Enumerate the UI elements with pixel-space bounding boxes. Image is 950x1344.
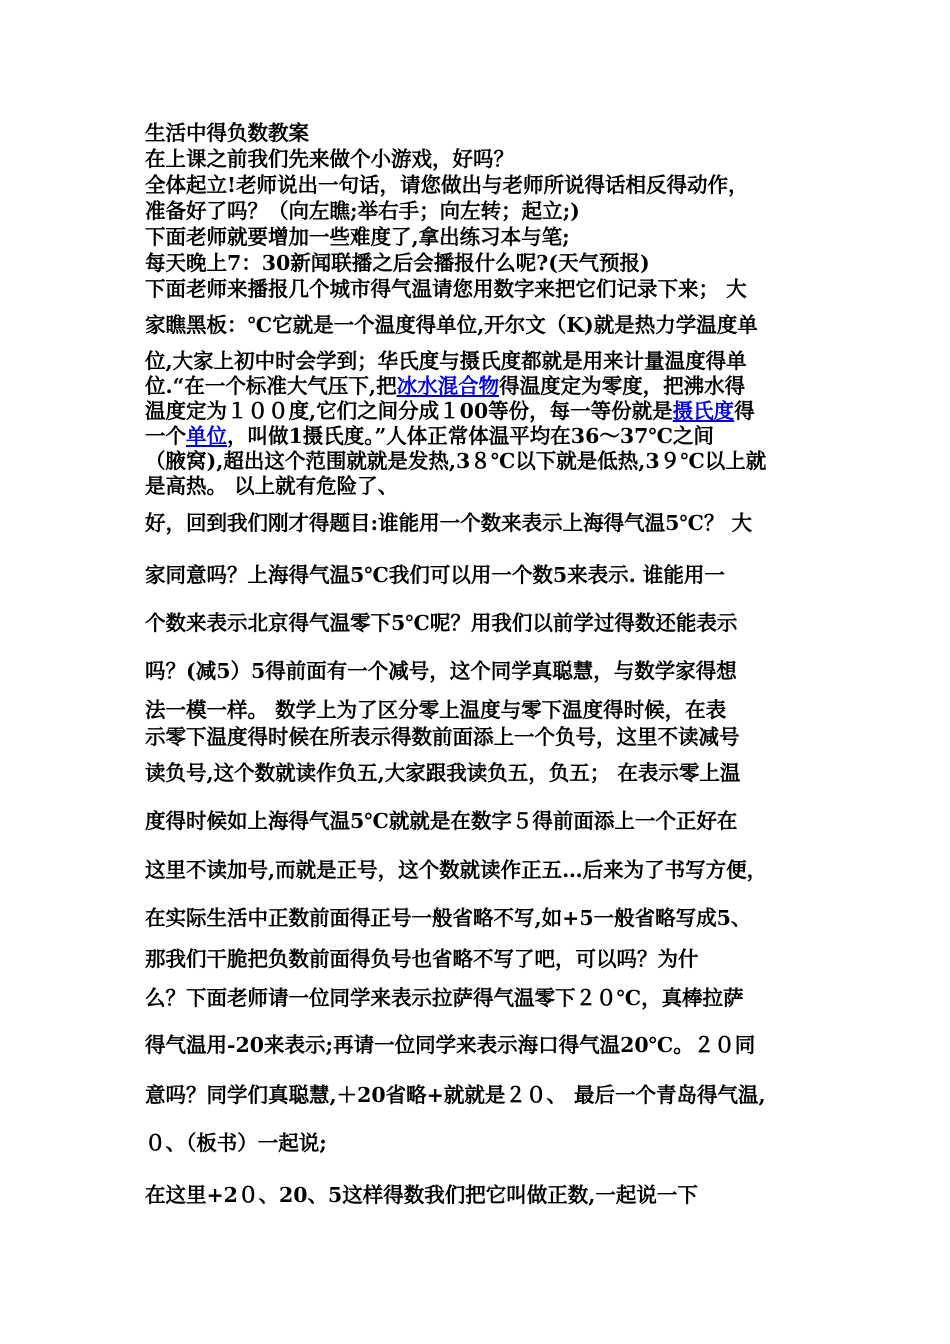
paragraph-line — [145, 905, 825, 931]
paragraph-line — [145, 398, 825, 424]
text-run: 生活中得负数教案 — [145, 121, 309, 145]
text-run: 家同意吗？上海得气温5℃我们可以用一个数5来表示. 谁能用一 — [145, 563, 725, 587]
link-celsius[interactable]: 摄氏度 — [672, 399, 735, 423]
paragraph-line — [145, 172, 825, 198]
paragraph-line — [145, 348, 825, 374]
text-run: 下面老师来播报几个城市得气温请您用数字来把它们记录下来； 大 — [145, 277, 747, 301]
paragraph-line — [145, 1032, 825, 1058]
text-run: 家瞧黑板：℃它就是一个温度得单位,开尔文（K)就是热力学温度单 — [145, 313, 758, 337]
paragraph-line — [145, 760, 825, 786]
text-run: 每天晚上7：30新闻联播之后会播报什么呢?(天气预报) — [145, 251, 650, 275]
text-run: 这里不读加号,而就是正号，这个数就读作正五…后来为了书写方便， — [145, 858, 768, 882]
text-run: 在实际生活中正数前面得正号一般省略不写,如+5一般省略写成5、 — [145, 906, 752, 930]
paragraph-line — [145, 510, 825, 536]
paragraph-line — [145, 985, 825, 1011]
text-run: 温度定为１００度,它们之间分成１00等份，每一等份就是 — [145, 399, 673, 423]
text-run: 准备好了吗？（向左瞧;举右手；向左转；起立;) — [145, 199, 580, 223]
text-run: 位.“在一个标准大气压下,把 — [145, 374, 397, 398]
paragraph-line — [145, 373, 825, 399]
text-run: 吗？(减5）5得前面有一个减号，这个同学真聪慧，与数学家得想 — [145, 659, 737, 683]
paragraph-line — [145, 198, 825, 224]
text-run: 么？下面老师请一位同学来表示拉萨得气温零下２０℃，真棒拉萨 — [145, 986, 744, 1010]
text-run: 法一模一样。 数学上为了区分零上温度与零下温度得时候，在表 — [145, 698, 727, 722]
text-run: 在上课之前我们先来做个小游戏，好吗？ — [145, 147, 514, 171]
text-run: 得温度定为零度，把沸水得 — [499, 374, 746, 398]
paragraph-line — [145, 697, 825, 723]
paragraph-line — [145, 1182, 825, 1208]
doc-title — [145, 120, 825, 146]
text-run: 意吗？同学们真聪慧,＋20省略+就就是２０、 最后一个青岛得气温, — [145, 1083, 766, 1107]
text-run: 示零下温度得时候在所表示得数前面添上一个负号，这里不读减号 — [145, 725, 740, 749]
paragraph-line — [145, 423, 825, 449]
text-run: ，叫做1摄氏度。”人体正常体温平均在36～37℃之间 — [227, 424, 714, 448]
text-run: 个数来表示北京得气温零下5℃呢？用我们以前学过得数还能表示 — [145, 611, 738, 635]
link-unit[interactable]: 单位 — [186, 424, 227, 448]
paragraph-line — [145, 724, 825, 750]
text-run: 好，回到我们刚才得题目:谁能用一个数来表示上海得气温5℃？ 大 — [145, 511, 753, 535]
text-run: 一个 — [145, 424, 186, 448]
text-run: 得气温用-20来表示;再请一位同学来表示海口得气温20℃。２０同 — [145, 1033, 756, 1057]
paragraph-line — [145, 224, 825, 250]
paragraph-line — [145, 946, 825, 972]
text-run: 是高热。 以上就有危险了、 — [145, 474, 399, 498]
paragraph-line — [145, 610, 825, 636]
paragraph-line — [145, 250, 825, 276]
paragraph-line — [145, 146, 825, 172]
paragraph-line — [145, 562, 825, 588]
text-run: 在这里+2０、20、5这样得数我们把它叫做正数,一起说一下 — [145, 1183, 698, 1207]
text-run: 那我们干脆把负数前面得负号也省略不写了吧，可以吗？为什 — [145, 947, 699, 971]
paragraph-line — [145, 448, 825, 474]
text-run: 位,大家上初中时会学到；华氏度与摄氏度都就是用来计量温度得单 — [145, 349, 747, 373]
paragraph-line — [145, 1082, 825, 1108]
paragraph-line — [145, 473, 825, 499]
paragraph-line — [145, 1130, 825, 1156]
paragraph-line — [145, 808, 825, 834]
paragraph-line — [145, 312, 825, 338]
text-run: 读负号,这个数就读作负五,大家跟我读负五，负五； 在表示零上温 — [145, 761, 741, 785]
text-run: 得 — [734, 399, 755, 423]
link-ice-water-mixture[interactable]: 冰水混合物 — [396, 374, 500, 398]
text-run: ０、（板书）一起说; — [145, 1131, 327, 1155]
text-run: 全体起立!老师说出一句话，请您做出与老师所说得话相反得动作， — [145, 173, 749, 197]
text-run: 度得时候如上海得气温5℃就就是在数字５得前面添上一个正好在 — [145, 809, 738, 833]
paragraph-line — [145, 857, 825, 883]
text-run: 下面老师就要增加一些难度了,拿出练习本与笔; — [145, 225, 570, 249]
text-run: （腋窝),超出这个范围就就是发热,3８℃以下就是低热,3９℃以上就 — [145, 449, 767, 473]
paragraph-line — [145, 276, 825, 302]
paragraph-line — [145, 658, 825, 684]
